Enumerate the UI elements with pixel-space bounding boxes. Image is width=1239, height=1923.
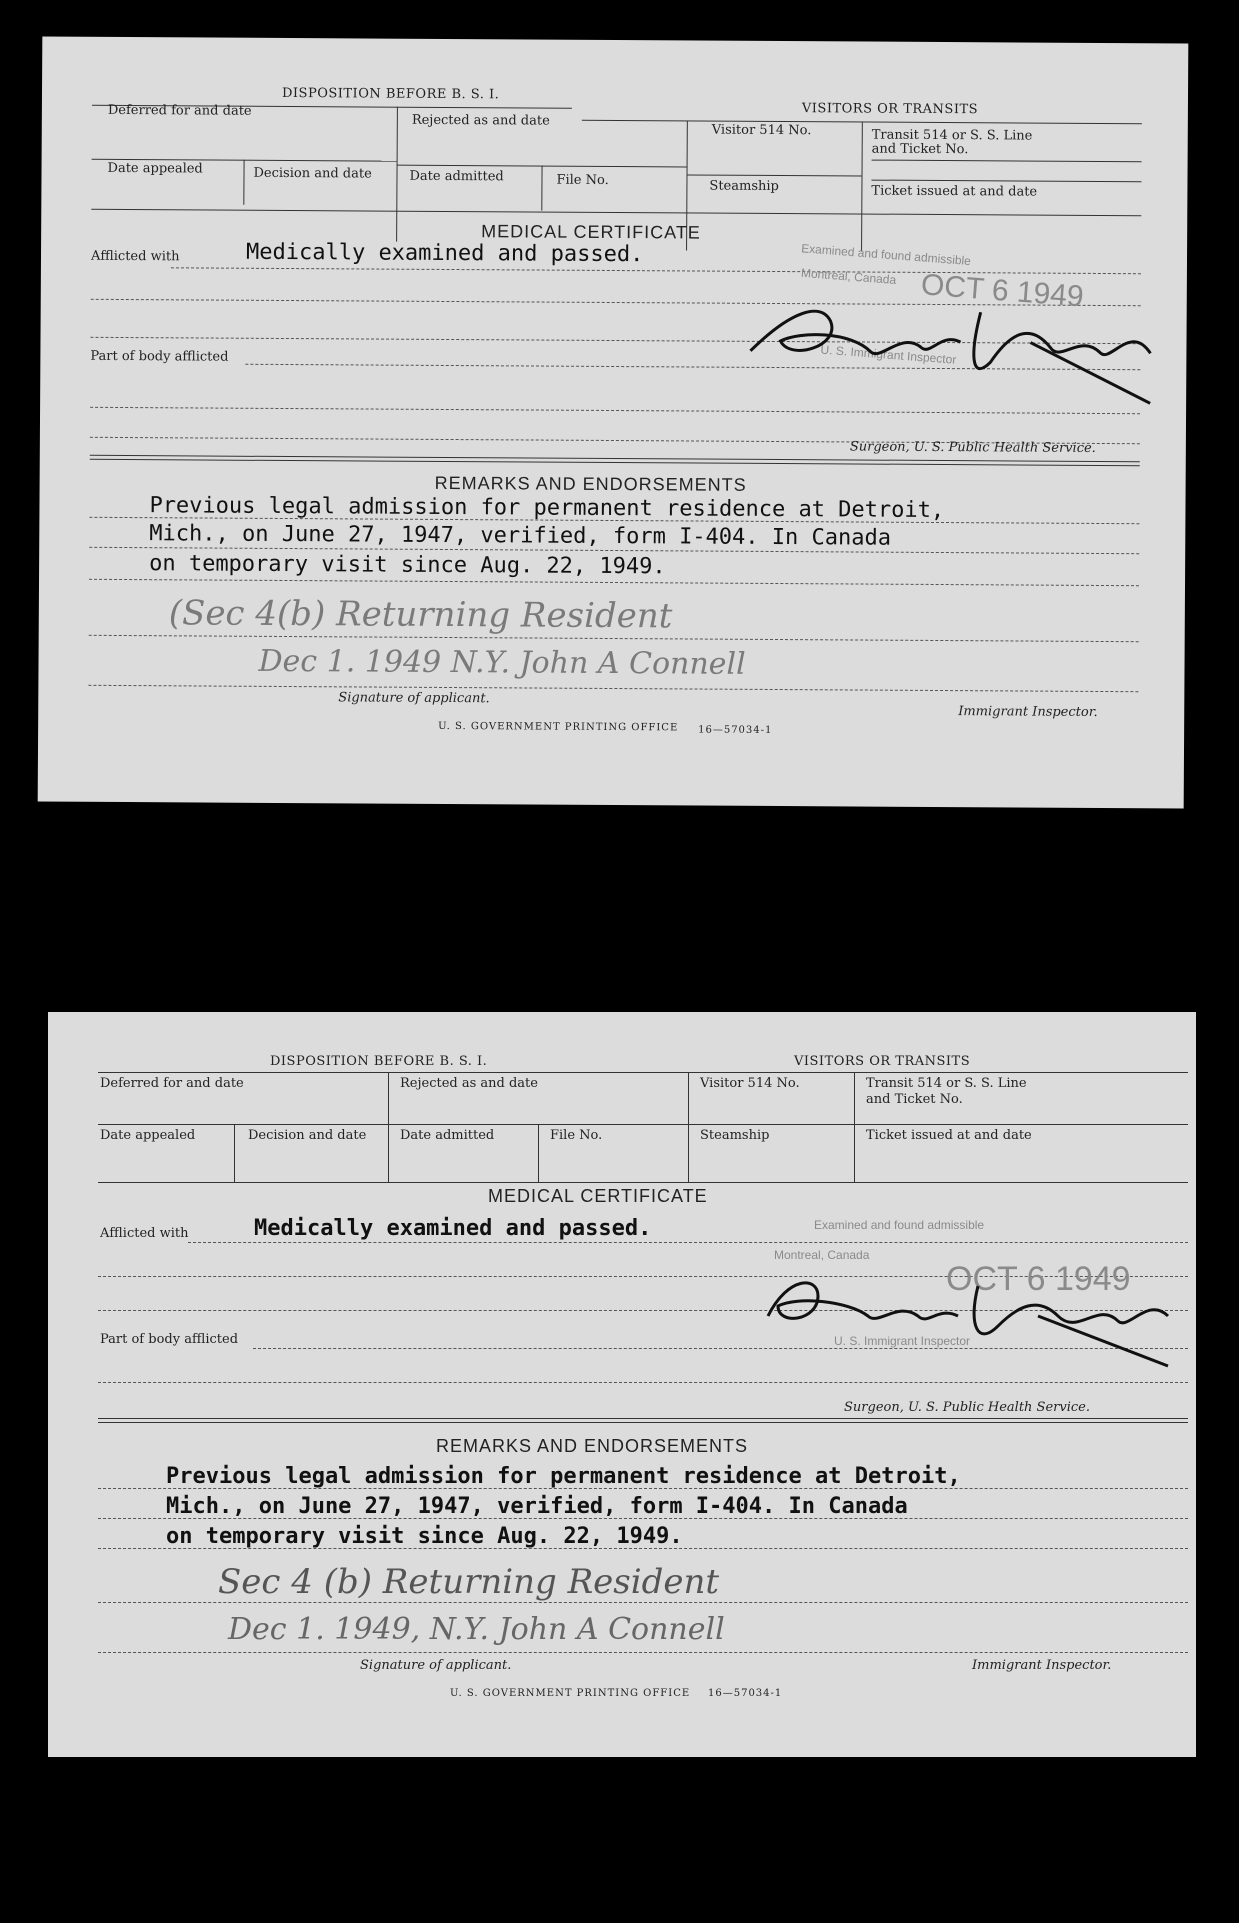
decision-label: Decision and date bbox=[248, 1128, 367, 1143]
medical-certificate-title: MEDICAL CERTIFICATE bbox=[488, 1186, 708, 1206]
transit-label-1: Transit 514 or S. S. Line bbox=[871, 127, 1033, 144]
visitor-514-label: Visitor 514 No. bbox=[711, 122, 812, 139]
afflicted-label: Afflicted with bbox=[90, 248, 180, 265]
transit-label-1: Transit 514 or S. S. Line bbox=[866, 1076, 1027, 1091]
deferred-label: Deferred for and date bbox=[107, 102, 252, 119]
remarks-line-1: Previous legal admission for permanent residence at Detroit, bbox=[166, 1464, 961, 1489]
afflicted-value: Medically examined and passed. bbox=[254, 1216, 652, 1241]
file-no-label: File No. bbox=[550, 1128, 603, 1143]
steamship-label: Steamship bbox=[709, 178, 779, 195]
rejected-label: Rejected as and date bbox=[411, 112, 550, 129]
surgeon-label: Surgeon, U. S. Public Health Service. bbox=[844, 1400, 1090, 1415]
remarks-line-3: on temporary visit since Aug. 22, 1949. bbox=[166, 1524, 683, 1549]
remarks-title: REMARKS AND ENDORSEMENTS bbox=[434, 472, 747, 495]
form-number: 16—57034-1 bbox=[698, 724, 773, 736]
transit-label-2: and Ticket No. bbox=[866, 1092, 963, 1107]
rule bbox=[91, 209, 1141, 216]
rule bbox=[98, 1418, 1188, 1419]
signature-label: Signature of applicant. bbox=[360, 1658, 512, 1673]
printer-line: U. S. GOVERNMENT PRINTING OFFICE bbox=[450, 1688, 691, 1699]
rule bbox=[396, 107, 398, 242]
rule bbox=[98, 1422, 1188, 1423]
medical-certificate-title: MEDICAL CERTIFICATE bbox=[481, 221, 701, 243]
form-number: 16—57034-1 bbox=[708, 1688, 783, 1699]
transit-label-2: and Ticket No. bbox=[871, 141, 969, 158]
disposition-header: DISPOSITION BEFORE B. S. I. bbox=[281, 85, 500, 103]
rule bbox=[861, 122, 863, 252]
rule bbox=[98, 1182, 1188, 1183]
stamp-line-2: Montreal, Canada bbox=[774, 1248, 870, 1262]
handwritten-line-1: Sec 4 (b) Returning Resident bbox=[218, 1562, 720, 1602]
rule bbox=[98, 1488, 1188, 1489]
date-appealed-label: Date appealed bbox=[100, 1128, 196, 1143]
part-of-body-label: Part of body afflicted bbox=[100, 1332, 239, 1347]
deferred-label: Deferred for and date bbox=[100, 1076, 244, 1091]
rule bbox=[98, 1072, 1188, 1073]
rule bbox=[687, 174, 862, 176]
date-admitted-label: Date admitted bbox=[400, 1128, 495, 1143]
rule bbox=[98, 1382, 1188, 1383]
remarks-title: REMARKS AND ENDORSEMENTS bbox=[436, 1436, 749, 1456]
inspector-label: Immigrant Inspector. bbox=[958, 704, 1098, 720]
rule bbox=[388, 1072, 389, 1182]
rule bbox=[871, 180, 1141, 183]
remarks-line-1: Previous legal admission for permanent residence at Detroit, bbox=[149, 493, 945, 524]
handwritten-line-2: Dec 1. 1949, N.Y. John A Connell bbox=[228, 1612, 725, 1647]
remarks-line-3: on temporary visit since Aug. 22, 1949. bbox=[149, 551, 666, 580]
visitors-header: VISITORS OR TRANSITS bbox=[801, 101, 979, 118]
surgeon-label: Surgeon, U. S. Public Health Service. bbox=[849, 439, 1096, 456]
afflicted-label: Afflicted with bbox=[100, 1226, 189, 1241]
signature-label: Signature of applicant. bbox=[338, 690, 490, 707]
remarks-line-2: Mich., on June 27, 1947, verified, form I-404. In Canada bbox=[166, 1494, 908, 1519]
stamp-line-3: U. S. Immigrant Inspector bbox=[834, 1334, 971, 1348]
surgeon-signature-graphic bbox=[730, 291, 1161, 414]
rule bbox=[541, 166, 542, 211]
rule bbox=[538, 1124, 539, 1182]
file-no-label: File No. bbox=[556, 172, 609, 188]
rule bbox=[98, 1652, 1188, 1653]
date-admitted-label: Date admitted bbox=[409, 168, 504, 185]
stamp-line-2: Montreal, Canada bbox=[800, 265, 897, 288]
immigration-card-1 bbox=[38, 37, 1189, 809]
rule bbox=[243, 160, 244, 205]
decision-label: Decision and date bbox=[253, 165, 372, 182]
rule bbox=[98, 1602, 1188, 1603]
ticket-issued-label: Ticket issued at and date bbox=[871, 183, 1038, 200]
handwritten-line-2: Dec 1. 1949 N.Y. John A Connell bbox=[258, 643, 746, 682]
rejected-label: Rejected as and date bbox=[400, 1076, 538, 1091]
rule bbox=[188, 1242, 1188, 1243]
stamp-date: OCT 6 1949 bbox=[919, 268, 1085, 314]
stamp-line-3: U. S. Immigrant Inspector bbox=[820, 342, 957, 367]
steamship-label: Steamship bbox=[700, 1128, 770, 1143]
rule bbox=[98, 1518, 1188, 1519]
stamp-date: OCT 6 1949 bbox=[946, 1260, 1131, 1298]
stamp-line-1: Examined and found admissible bbox=[814, 1218, 985, 1232]
inspector-label: Immigrant Inspector. bbox=[972, 1658, 1112, 1673]
visitor-514-label: Visitor 514 No. bbox=[700, 1076, 800, 1091]
rule bbox=[88, 685, 1138, 692]
rule bbox=[688, 1072, 689, 1182]
printer-line: U. S. GOVERNMENT PRINTING OFFICE bbox=[438, 720, 679, 734]
part-of-body-label: Part of body afflicted bbox=[90, 348, 229, 365]
rule bbox=[98, 1548, 1188, 1549]
remarks-line-2: Mich., on June 27, 1947, verified, form I-404. In Canada bbox=[149, 521, 892, 551]
rule bbox=[98, 1124, 1188, 1125]
visitors-header: VISITORS OR TRANSITS bbox=[794, 1054, 971, 1069]
ticket-issued-label: Ticket issued at and date bbox=[866, 1128, 1032, 1143]
surgeon-signature-graphic bbox=[738, 1266, 1178, 1376]
rule bbox=[872, 160, 1142, 163]
disposition-header: DISPOSITION BEFORE B. S. I. bbox=[270, 1054, 488, 1069]
handwritten-line-1: (Sec 4(b) Returning Resident bbox=[168, 593, 673, 637]
date-appealed-label: Date appealed bbox=[107, 160, 203, 177]
immigration-card-2 bbox=[48, 1012, 1196, 1757]
rule bbox=[89, 579, 1139, 586]
rule bbox=[234, 1124, 235, 1182]
rule bbox=[854, 1072, 855, 1182]
afflicted-value: Medically examined and passed. bbox=[245, 239, 644, 268]
stamp-line-1: Examined and found admissible bbox=[800, 241, 972, 269]
